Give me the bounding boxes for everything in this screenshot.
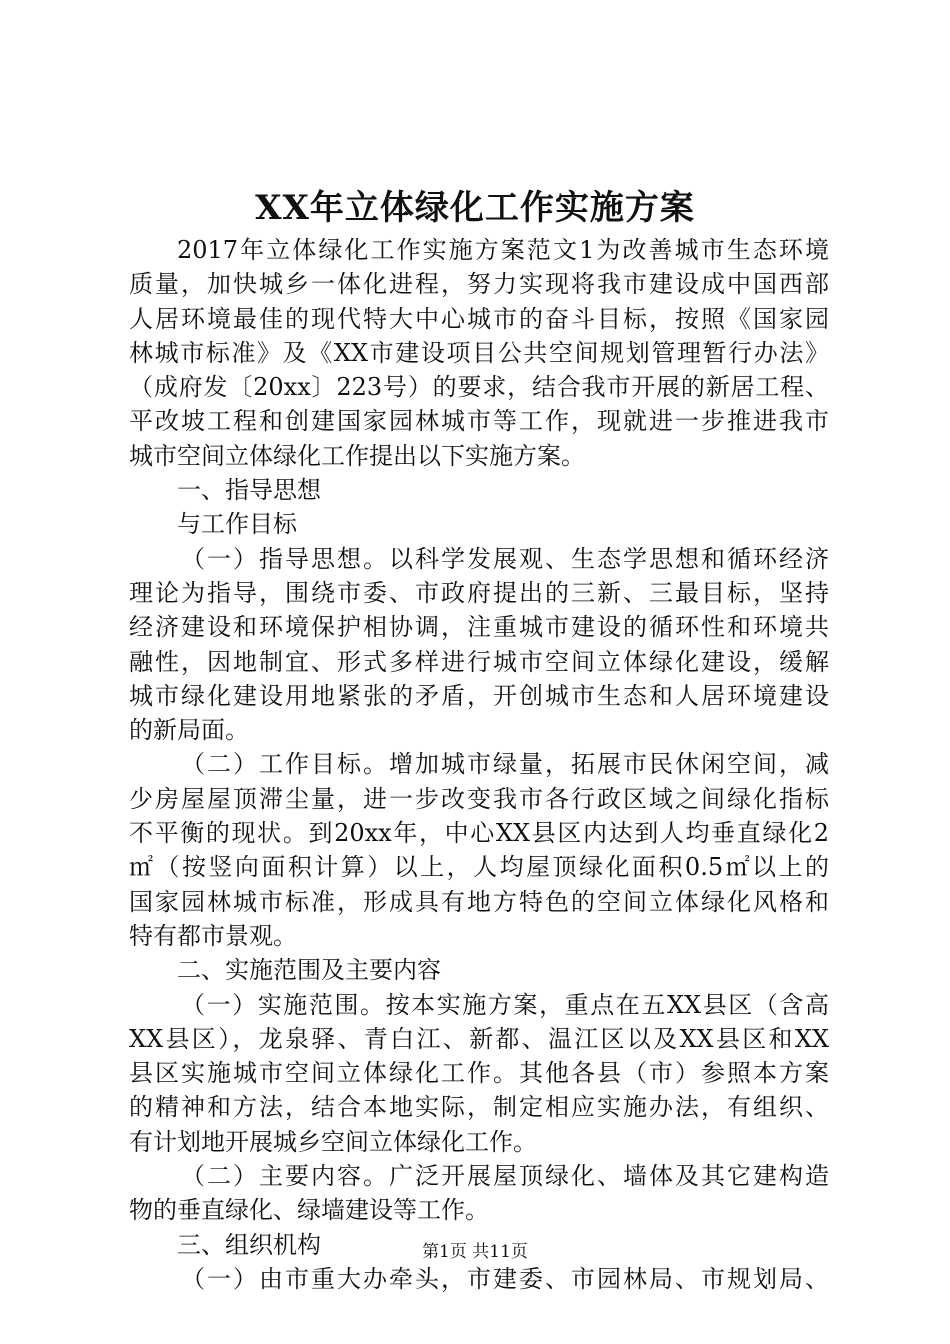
text-line: 城市绿化建设用地紧张的矛盾，开创城市生态和人居环境建设 [129,681,829,710]
text-line: 经济建设和环境保护相协调，注重城市建设的循环性和环境共 [129,613,829,642]
text-line: 质量，加快城乡一体化进程，努力实现将我市建设成中国西部 [129,270,829,299]
text-line: 不平衡的现状。到20xx年，中心XX县区内达到人均垂直绿化2 [129,819,829,848]
text-line: （一）由市重大办牵头，市建委、市园林局、市规划局、 [181,1264,829,1293]
text-line: 少房屋屋顶滞尘量，进一步改变我市各行政区域之间绿化指标 [129,784,829,813]
text-line: 特有都市景观。 [129,921,297,950]
text-line: （一）实施范围。按本实施方案，重点在五XX县区（含高 [181,990,829,1019]
section-heading: 三、组织机构 [177,1230,321,1259]
page-footer: 第1页 共11页 [422,1242,528,1262]
text-line: （成府发〔20xx〕223号）的要求，结合我市开展的新居工程、 [129,373,829,402]
section-heading: 二、实施范围及主要内容 [177,956,441,985]
text-line: 融性，因地制宜、形式多样进行城市空间立体绿化建设，缓解 [129,647,829,676]
text-line: 林城市标准》及《XX市建设项目公共空间规划管理暂行办法》 [129,338,829,367]
text-line: 国家园林城市标准，形成具有地方特色的空间立体绿化风格和 [129,887,829,916]
text-line: 有计划地开展城乡空间立体绿化工作。 [129,1127,537,1156]
section-heading: 与工作目标 [177,510,297,539]
section-heading: 一、指导思想 [177,476,321,505]
text-line: XX县区），龙泉驿、青白江、新都、温江区以及XX县区和XX [129,1024,829,1053]
text-line: 人居环境最佳的现代特大中心城市的奋斗目标，按照《国家园 [129,304,829,333]
text-line: （一）指导思想。以科学发展观、生态学思想和循环经济 [181,544,829,573]
text-line: 的新局面。 [129,716,249,745]
text-line: （二）工作目标。增加城市绿量，拓展市民休闲空间，减 [181,750,829,779]
text-line: 理论为指导，围绕市委、市政府提出的三新、三最目标，坚持 [129,578,829,607]
text-line: 县区实施城市空间立体绿化工作。其他各县（市）参照本方案 [129,1059,829,1088]
text-line: 城市空间立体绿化工作提出以下实施方案。 [129,441,585,470]
document-body [129,233,829,1296]
text-line: 物的垂直绿化、绿墙建设等工作。 [129,1196,489,1225]
text-line: 2017年立体绿化工作实施方案范文1为改善城市生态环境 [177,236,829,264]
text-line: ㎡（按竖向面积计算）以上，人均屋顶绿化面积0.5㎡以上的 [129,853,829,882]
text-line: 的精神和方法，结合本地实际，制定相应实施办法，有组织、 [129,1093,829,1122]
text-line: 平改坡工程和创建国家园林城市等工作，现就进一步推进我市 [129,407,829,436]
text-line: （二）主要内容。广泛开展屋顶绿化、墙体及其它建构造 [181,1162,829,1191]
document-title: XX年立体绿化工作实施方案 [255,188,695,228]
